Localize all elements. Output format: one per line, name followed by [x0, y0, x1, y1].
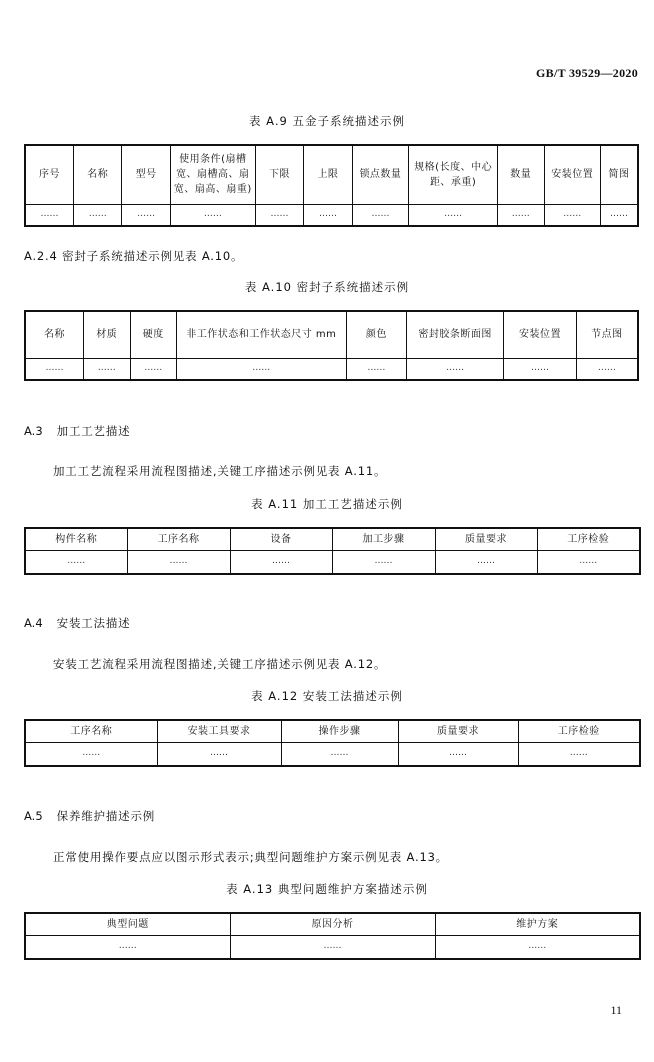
table-a9: [24, 144, 639, 227]
header-cell: 型号: [122, 145, 170, 204]
header-cell: 安装工具要求: [157, 720, 281, 742]
section-number: A.5: [24, 809, 43, 823]
header-cell: 加工步骤: [332, 528, 435, 550]
page-number: 11: [610, 1003, 622, 1017]
section-title: 加工工艺描述: [56, 424, 131, 438]
table-cell: ……: [73, 204, 121, 226]
paragraph-a4: 安装工艺流程采用流程图描述,关键工序描述示例见表 A.12。: [53, 657, 387, 671]
paragraph-a5: 正常使用操作要点应以图示形式表示;典型问题维护方案示例见表 A.13。: [53, 850, 448, 864]
table-cell: ……: [498, 204, 544, 226]
header-cell: 质量要求: [398, 720, 518, 742]
table-cell: ……: [130, 358, 176, 380]
header-cell: 下限: [255, 145, 303, 204]
table-cell: ……: [504, 358, 577, 380]
paragraph-a3: 加工工艺流程采用流程图描述,关键工序描述示例见表 A.11。: [53, 464, 387, 478]
table-cell: ……: [576, 358, 638, 380]
table-cell: ……: [25, 550, 127, 574]
header-cell: 名称: [73, 145, 121, 204]
header-cell: 使用条件(扇槽宽、扇槽高、扇宽、扇高、扇重): [170, 145, 255, 204]
header-cell: 密封胶条断面图: [407, 311, 504, 358]
header-cell: 操作步骤: [281, 720, 398, 742]
header-cell: 工序检验: [518, 720, 640, 742]
table-a13: [24, 912, 641, 960]
table-cell: ……: [25, 204, 73, 226]
header-cell: 工序名称: [127, 528, 230, 550]
table-cell: ……: [255, 204, 303, 226]
header-cell: 构件名称: [25, 528, 127, 550]
table-a10-caption: 表 A.10 密封子系统描述示例: [244, 280, 410, 294]
header-cell: 原因分析: [230, 913, 435, 935]
header-cell: 材质: [84, 311, 130, 358]
table-cell: ……: [176, 358, 346, 380]
table-cell: ……: [25, 935, 230, 959]
table-cell: ……: [127, 550, 230, 574]
section-a4-heading: [24, 615, 130, 631]
standard-number: GB/T 39529—2020: [536, 66, 638, 80]
table-cell: ……: [544, 204, 601, 226]
header-cell: 简图: [601, 145, 638, 204]
table-cell: ……: [230, 935, 435, 959]
table-cell: ……: [435, 935, 640, 959]
section-title: 保养维护描述示例: [56, 809, 156, 823]
table-cell: ……: [346, 358, 407, 380]
header-cell: 工序名称: [25, 720, 157, 742]
table-cell: ……: [84, 358, 130, 380]
header-cell: 安装位置: [544, 145, 601, 204]
table-cell: ……: [25, 742, 157, 766]
paragraph-a24: A.2.4 密封子系统描述示例见表 A.10。: [24, 249, 244, 263]
table-cell: ……: [304, 204, 352, 226]
section-a3-heading: [24, 423, 130, 439]
header-cell: 序号: [25, 145, 73, 204]
header-cell: 安装位置: [504, 311, 577, 358]
table-cell: ……: [537, 550, 640, 574]
header-cell: 上限: [304, 145, 352, 204]
table-cell: ……: [601, 204, 638, 226]
table-cell: ……: [25, 358, 84, 380]
table-cell: ……: [352, 204, 409, 226]
table-a10: [24, 310, 639, 381]
header-cell: 颜色: [346, 311, 407, 358]
table-a12-caption: 表 A.12 安装工法描述示例: [251, 689, 403, 703]
table-cell: ……: [518, 742, 640, 766]
table-cell: ……: [230, 550, 332, 574]
header-cell: 名称: [25, 311, 84, 358]
header-cell: 工序检验: [537, 528, 640, 550]
section-number: A.3: [24, 424, 43, 438]
table-cell: ……: [332, 550, 435, 574]
section-number: A.4: [24, 616, 43, 630]
table-a13-caption: 表 A.13 典型问题维护方案描述示例: [226, 882, 428, 896]
table-cell: ……: [407, 358, 504, 380]
header-cell: 锁点数量: [352, 145, 409, 204]
table-cell: ……: [281, 742, 398, 766]
section-a5-heading: [24, 808, 155, 824]
table-a11-caption: 表 A.11 加工工艺描述示例: [251, 497, 403, 511]
table-cell: ……: [157, 742, 281, 766]
header-cell: 典型问题: [25, 913, 230, 935]
header-cell: 节点图: [576, 311, 638, 358]
section-title: 安装工法描述: [56, 616, 131, 630]
table-cell: ……: [409, 204, 498, 226]
table-cell: ……: [398, 742, 518, 766]
table-cell: ……: [435, 550, 537, 574]
table-a9-caption: 表 A.9 五金子系统描述示例: [249, 114, 405, 128]
header-cell: 规格(长度、中心距、承重): [409, 145, 498, 204]
header-cell: 质量要求: [435, 528, 537, 550]
table-a12: [24, 719, 641, 767]
header-cell: 设备: [230, 528, 332, 550]
table-cell: ……: [170, 204, 255, 226]
header-cell: 数量: [498, 145, 544, 204]
header-cell: 硬度: [130, 311, 176, 358]
header-cell: 非工作状态和工作状态尺寸 mm: [176, 311, 346, 358]
table-cell: ……: [122, 204, 170, 226]
header-cell: 维护方案: [435, 913, 640, 935]
table-a11: [24, 527, 641, 575]
